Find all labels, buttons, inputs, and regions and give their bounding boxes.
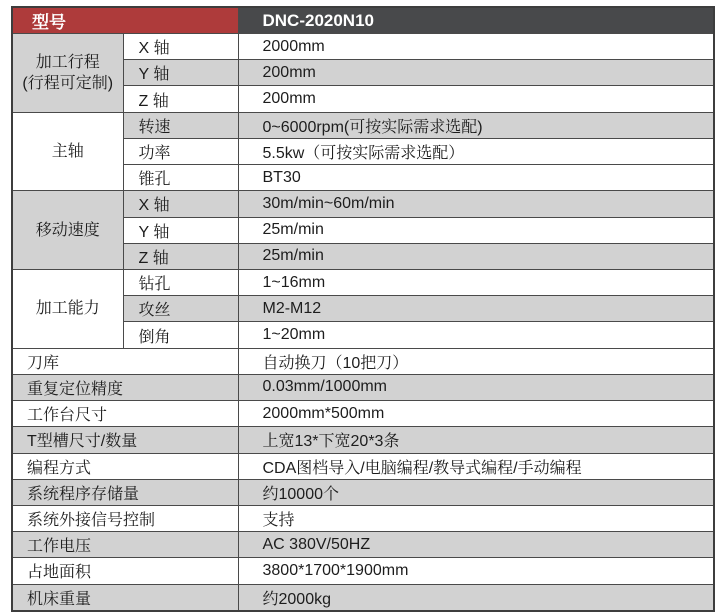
param-label: X 轴 [138,197,170,215]
value-text: BT30 [262,168,301,186]
group-label: 移动速度 [35,221,100,239]
table-row [12,558,714,584]
value-cell [238,348,714,374]
value-cell [238,479,714,505]
value-text: 25m/min [262,221,324,239]
value-cell [238,401,714,427]
table-row [12,374,714,400]
value-cell [238,584,714,611]
value-cell [238,217,714,243]
value-text: 2000mm [262,37,325,55]
param-cell [123,86,238,112]
value-text: 200mm [262,90,316,108]
param-cell [123,60,238,86]
row-label: 工作电压 [27,538,92,556]
param-cell [123,322,238,348]
model-value: DNC-2020N10 [262,10,374,30]
value-cell [238,112,714,138]
value-cell [238,322,714,348]
value-text: 5.5kw（可按实际需求选配） [262,144,465,162]
value-text: 1~16mm [262,273,326,291]
label-cell [12,479,238,505]
value-cell [238,165,714,191]
param-label: X 轴 [138,40,170,58]
param-cell [123,165,238,191]
value-text: 0.03mm/1000mm [262,378,387,396]
label-cell [12,532,238,558]
param-label: Z 轴 [138,249,169,267]
row-label: 系统程序存储量 [27,485,140,503]
group-cell-travel-speed [12,191,123,270]
group-cell-spindle [12,112,123,191]
value-text: 1~20mm [262,326,326,344]
table-row [12,427,714,453]
value-text: 25m/min [262,247,324,265]
row-label: 占地面积 [27,564,92,582]
value-text: M2-M12 [262,299,322,317]
param-cell [123,112,238,138]
value-text: 200mm [262,63,316,81]
row-label: 编程方式 [27,459,92,477]
row-label: 机床重量 [27,590,92,608]
value-cell [238,60,714,86]
table-row [12,479,714,505]
table-row [12,34,714,60]
label-cell [12,505,238,531]
value-cell [238,191,714,217]
param-label: 转速 [138,118,171,136]
table-row [12,505,714,531]
param-label: 锥孔 [138,171,171,189]
value-cell [238,374,714,400]
model-value-cell [238,7,714,34]
table-row [12,584,714,611]
table-header-row [12,7,714,34]
value-text: 0~6000rpm(可按实际需求选配) [262,118,483,136]
param-label: 钻孔 [138,276,171,294]
value-text: 约10000个 [262,485,339,503]
param-label: Y 轴 [138,66,170,84]
value-text: CDA图档导入/电脑编程/教导式编程/手动编程 [262,459,582,477]
group-label: 加工能力 [35,300,100,318]
value-text: 上宽13*下宽20*3条 [262,433,400,451]
value-text: 30m/min~60m/min [262,194,395,212]
value-cell [238,243,714,269]
row-label: 重复定位精度 [27,380,124,398]
param-cell [123,191,238,217]
table-row [12,453,714,479]
table-row [12,348,714,374]
table-row [12,532,714,558]
label-cell [12,401,238,427]
group-cell-machining-travel [12,34,123,113]
param-cell [123,34,238,60]
value-text: 自动换刀（10把刀） [262,354,409,372]
row-label: 刀库 [27,354,60,372]
group-label: 主轴 [51,142,84,160]
model-label-cell [12,7,238,34]
group-label: 加工行程 [35,53,100,71]
label-cell [12,558,238,584]
value-cell [238,269,714,295]
param-label: 攻丝 [138,302,171,320]
param-cell [123,243,238,269]
label-cell [12,453,238,479]
row-label: 工作台尺寸 [27,407,108,425]
value-text: AC 380V/50HZ [262,535,371,553]
value-text: 3800*1700*1900mm [262,561,409,579]
table-row [12,401,714,427]
value-cell [238,86,714,112]
value-cell [238,138,714,164]
table-row [12,112,714,138]
value-cell [238,296,714,322]
spec-table [11,6,715,612]
param-cell [123,296,238,322]
param-label: 功率 [138,144,171,162]
value-cell [238,427,714,453]
row-label: T型槽尺寸/数量 [27,433,138,451]
value-cell [238,453,714,479]
table-row [12,191,714,217]
table-row [12,269,714,295]
label-cell [12,374,238,400]
row-label: 系统外接信号控制 [27,512,156,530]
value-cell [238,34,714,60]
group-cell-machining-capacity [12,269,123,348]
param-cell [123,138,238,164]
param-label: Z 轴 [138,92,169,110]
param-cell [123,217,238,243]
label-cell [12,348,238,374]
param-cell [123,269,238,295]
label-cell [12,427,238,453]
value-cell [238,532,714,558]
param-label: Y 轴 [138,223,170,241]
label-cell [12,584,238,611]
value-text: 2000mm*500mm [262,404,385,422]
param-label: 倒角 [138,328,171,346]
model-label: 型号 [32,13,66,32]
value-text: 支持 [262,512,295,530]
value-cell [238,558,714,584]
group-label-note: (行程可定制) [22,74,114,92]
value-cell [238,505,714,531]
value-text: 约2000kg [262,590,331,608]
